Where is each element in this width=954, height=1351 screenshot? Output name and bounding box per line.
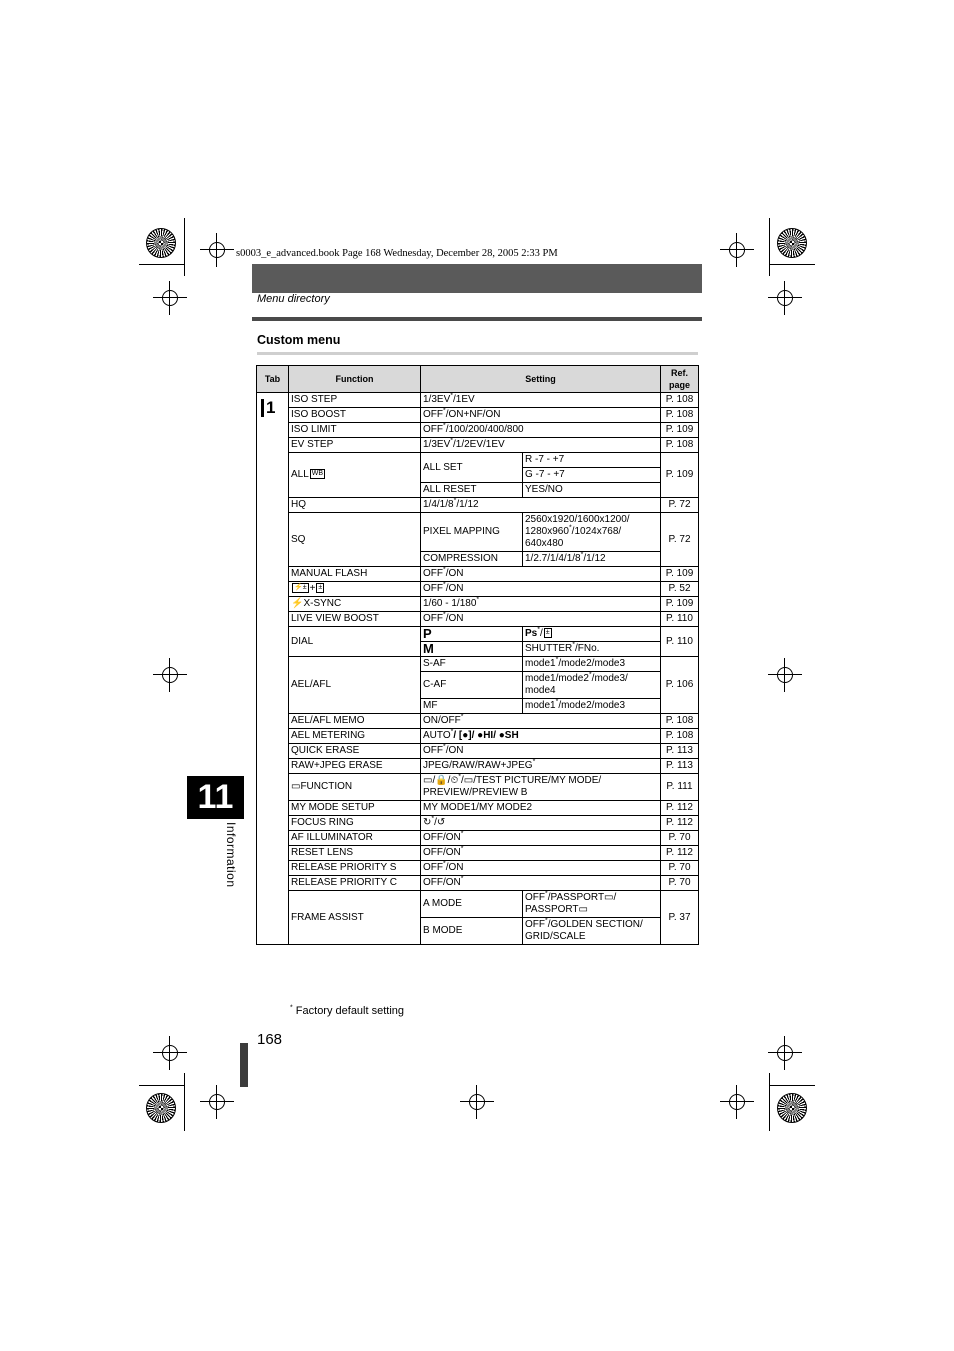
- table-row: [257, 774, 699, 801]
- setting-cell: OFF*/100/200/400/800: [421, 423, 661, 438]
- column-header-tab: Tab: [257, 366, 289, 393]
- divider: [257, 352, 698, 355]
- registration-mark: [153, 281, 187, 315]
- ref-cell: P. 72: [661, 513, 699, 567]
- setting-cell: OFF*/ON: [421, 567, 661, 582]
- setting-cell: SHUTTER*/FNo.: [523, 642, 661, 657]
- color-target: [777, 1093, 807, 1123]
- setting-cell: mode1/mode2*/mode3/ mode4: [523, 672, 661, 699]
- page-number: 168: [257, 1031, 283, 1048]
- function-button-icon: ▭: [291, 781, 301, 792]
- setting-cell: OFF*/ON: [421, 582, 661, 597]
- exposure-compensation-icon: ±: [318, 584, 323, 592]
- function-cell: LIVE VIEW BOOST: [289, 612, 421, 627]
- setting-cell: OFF*/ON: [421, 744, 661, 759]
- registration-mark: [153, 658, 187, 692]
- registration-mark: [200, 233, 234, 267]
- function-cell: MANUAL FLASH: [289, 567, 421, 582]
- function-cell: RAW+JPEG ERASE: [289, 759, 421, 774]
- ref-cell: P. 113: [661, 759, 699, 774]
- registration-mark: [200, 1085, 234, 1119]
- ref-cell: P. 108: [661, 393, 699, 408]
- sub-function-cell: M: [421, 642, 523, 657]
- footnote: * Factory default setting: [290, 1004, 405, 1017]
- table-row: [257, 597, 699, 612]
- function-cell: ISO STEP: [289, 393, 421, 408]
- sub-function-cell: MF: [421, 699, 523, 714]
- setting-cell: 1/2.7/1/4/1/8*/1/12: [523, 552, 661, 567]
- ref-cell: P. 70: [661, 861, 699, 876]
- function-cell: ISO BOOST: [289, 408, 421, 423]
- table-row: [257, 513, 699, 552]
- menu-title: Custom menu: [257, 333, 341, 347]
- setting-cell: G -7 - +7: [523, 468, 661, 483]
- function-cell: QUICK ERASE: [289, 744, 421, 759]
- table-row: [257, 801, 699, 816]
- ref-cell: P. 110: [661, 612, 699, 627]
- crop-line: [139, 1085, 185, 1086]
- ref-cell: P. 108: [661, 408, 699, 423]
- ref-cell: P. 111: [661, 774, 699, 801]
- sub-function-cell: COMPRESSION: [421, 552, 523, 567]
- setting-cell: AUTO*/ [●]/ ●HI/ ●SH: [421, 729, 661, 744]
- ref-cell: P. 108: [661, 729, 699, 744]
- table-row: [257, 759, 699, 774]
- function-cell: AF ILLUMINATOR: [289, 831, 421, 846]
- setting-cell: OFF/ON*: [421, 876, 661, 891]
- setting-cell: OFF/ON*: [421, 831, 661, 846]
- crop-line: [184, 218, 185, 276]
- sub-function-cell: ALL SET: [421, 453, 523, 483]
- flash-compensation-icon: ⚡±: [294, 584, 307, 592]
- setting-cell: ▭/🔒/⏲*/▭/TEST PICTURE/MY MODE/ PREVIEW/PREVIEW B: [421, 774, 661, 801]
- function-cell: SQ: [289, 513, 421, 567]
- function-cell: AEL/AFL: [289, 657, 421, 714]
- setting-cell: OFF*/PASSPORT▭/ PASSPORT▭: [523, 891, 661, 918]
- ref-cell: P. 109: [661, 453, 699, 498]
- setting-cell: JPEG/RAW/RAW+JPEG*: [421, 759, 661, 774]
- section-label: Menu directory: [257, 293, 330, 305]
- section-bar: [252, 264, 702, 293]
- setting-cell: 1/4/1/8*/1/12: [421, 498, 661, 513]
- setting-cell: YES/NO: [523, 483, 661, 498]
- function-cell: RELEASE PRIORITY S: [289, 861, 421, 876]
- function-cell: FRAME ASSIST: [289, 891, 421, 945]
- function-cell: ⚡± + ±: [289, 582, 421, 597]
- table-row: [257, 627, 699, 642]
- crop-line: [139, 264, 185, 265]
- function-cell: ⚡X-SYNC: [289, 597, 421, 612]
- setting-cell: OFF*/ON+NF/ON: [421, 408, 661, 423]
- registration-mark: [720, 233, 754, 267]
- ref-cell: P. 52: [661, 582, 699, 597]
- function-cell: ISO LIMIT: [289, 423, 421, 438]
- setting-cell: ON/OFF*: [421, 714, 661, 729]
- table-row: [257, 744, 699, 759]
- table-row: [257, 438, 699, 453]
- table-row: [257, 861, 699, 876]
- sub-function-cell: B MODE: [421, 918, 523, 945]
- table-row: [257, 891, 699, 918]
- ref-cell: P. 112: [661, 801, 699, 816]
- table-header-row: [257, 366, 699, 393]
- setting-cell: 1/3EV*/1/2EV/1EV: [421, 438, 661, 453]
- table-row: [257, 453, 699, 468]
- wb-compensation-icon: WB: [311, 470, 324, 478]
- exposure-compensation-icon: ±: [545, 629, 550, 637]
- crop-line: [769, 1085, 815, 1086]
- registration-mark: [768, 1036, 802, 1070]
- registration-mark: [720, 1085, 754, 1119]
- crop-line: [769, 1073, 770, 1131]
- registration-mark: [768, 658, 802, 692]
- crop-line: [769, 264, 815, 265]
- setting-cell: OFF*/ON: [421, 861, 661, 876]
- setting-cell: OFF/ON*: [421, 846, 661, 861]
- table-row: [257, 393, 699, 408]
- registration-mark: [460, 1085, 494, 1119]
- ref-cell: P. 37: [661, 891, 699, 945]
- table-row: [257, 831, 699, 846]
- wrench-icon: 1: [259, 399, 275, 418]
- sub-function-cell: P: [421, 627, 523, 642]
- sub-function-cell: ALL RESET: [421, 483, 523, 498]
- registration-mark: [768, 281, 802, 315]
- crop-line: [769, 218, 770, 276]
- function-cell: RELEASE PRIORITY C: [289, 876, 421, 891]
- table-row: [257, 612, 699, 627]
- ref-cell: P. 109: [661, 567, 699, 582]
- sub-function-cell: S-AF: [421, 657, 523, 672]
- ref-cell: P. 112: [661, 846, 699, 861]
- ref-cell: P. 109: [661, 423, 699, 438]
- divider: [252, 317, 702, 321]
- function-cell: RESET LENS: [289, 846, 421, 861]
- setting-cell: 1/60 - 1/180*: [421, 597, 661, 612]
- ref-cell: P. 108: [661, 714, 699, 729]
- ref-cell: P. 113: [661, 744, 699, 759]
- function-cell: EV STEP: [289, 438, 421, 453]
- setting-cell: mode1*/mode2/mode3: [523, 657, 661, 672]
- function-cell: HQ: [289, 498, 421, 513]
- setting-cell: Ps*/ ±: [523, 627, 661, 642]
- table-row: [257, 423, 699, 438]
- setting-cell: ↻*/↺: [421, 816, 661, 831]
- setting-cell: 2560x1920/1600x1200/ 1280x960*/1024x768/ 640x480: [523, 513, 661, 552]
- function-cell: AEL/AFL MEMO: [289, 714, 421, 729]
- ref-cell: P. 110: [661, 627, 699, 657]
- sub-function-cell: C-AF: [421, 672, 523, 699]
- setting-cell: R -7 - +7: [523, 453, 661, 468]
- setting-cell: 1/3EV*/1EV: [421, 393, 661, 408]
- chapter-tab: 11: [187, 776, 244, 819]
- function-cell: ▭FUNCTION: [289, 774, 421, 801]
- table-row: [257, 498, 699, 513]
- color-target: [146, 228, 176, 258]
- ref-cell: P. 108: [661, 438, 699, 453]
- registration-mark: [153, 1036, 187, 1070]
- ref-cell: P. 112: [661, 816, 699, 831]
- ref-cell: P. 106: [661, 657, 699, 714]
- custom-menu-table: [256, 365, 699, 945]
- sub-function-cell: PIXEL MAPPING: [421, 513, 523, 552]
- table-row: [257, 729, 699, 744]
- ref-cell: P. 70: [661, 831, 699, 846]
- setting-cell: OFF*/GOLDEN SECTION/ GRID/SCALE: [523, 918, 661, 945]
- function-cell: FOCUS RING: [289, 816, 421, 831]
- table-row: [257, 657, 699, 672]
- flash-icon: ⚡: [291, 598, 304, 609]
- column-header-function: Function: [289, 366, 421, 393]
- ref-cell: P. 72: [661, 498, 699, 513]
- table-row: [257, 714, 699, 729]
- function-cell: ALL WB: [289, 453, 421, 498]
- table-row: [257, 846, 699, 861]
- setting-cell: OFF*/ON: [421, 612, 661, 627]
- column-header-ref: Ref. page: [661, 366, 699, 393]
- function-cell: DIAL: [289, 627, 421, 657]
- table-row: [257, 876, 699, 891]
- print-header: s0003_e_advanced.book Page 168 Wednesday, December 28, 2005 2:33 PM: [236, 248, 558, 259]
- sub-function-cell: A MODE: [421, 891, 523, 918]
- column-header-setting: Setting: [421, 366, 661, 393]
- color-target: [146, 1093, 176, 1123]
- function-cell: MY MODE SETUP: [289, 801, 421, 816]
- setting-cell: mode1*/mode2/mode3: [523, 699, 661, 714]
- table-row: [257, 408, 699, 423]
- color-target: [777, 228, 807, 258]
- chapter-label: Information: [224, 822, 238, 888]
- table-row: [257, 816, 699, 831]
- ref-cell: P. 70: [661, 876, 699, 891]
- crop-line: [184, 1073, 185, 1131]
- table-row: [257, 582, 699, 597]
- function-cell: AEL METERING: [289, 729, 421, 744]
- table-row: [257, 567, 699, 582]
- ref-cell: P. 109: [661, 597, 699, 612]
- tab-cell: [257, 393, 289, 945]
- page-edge-bar: [240, 1043, 248, 1087]
- setting-cell: MY MODE1/MY MODE2: [421, 801, 661, 816]
